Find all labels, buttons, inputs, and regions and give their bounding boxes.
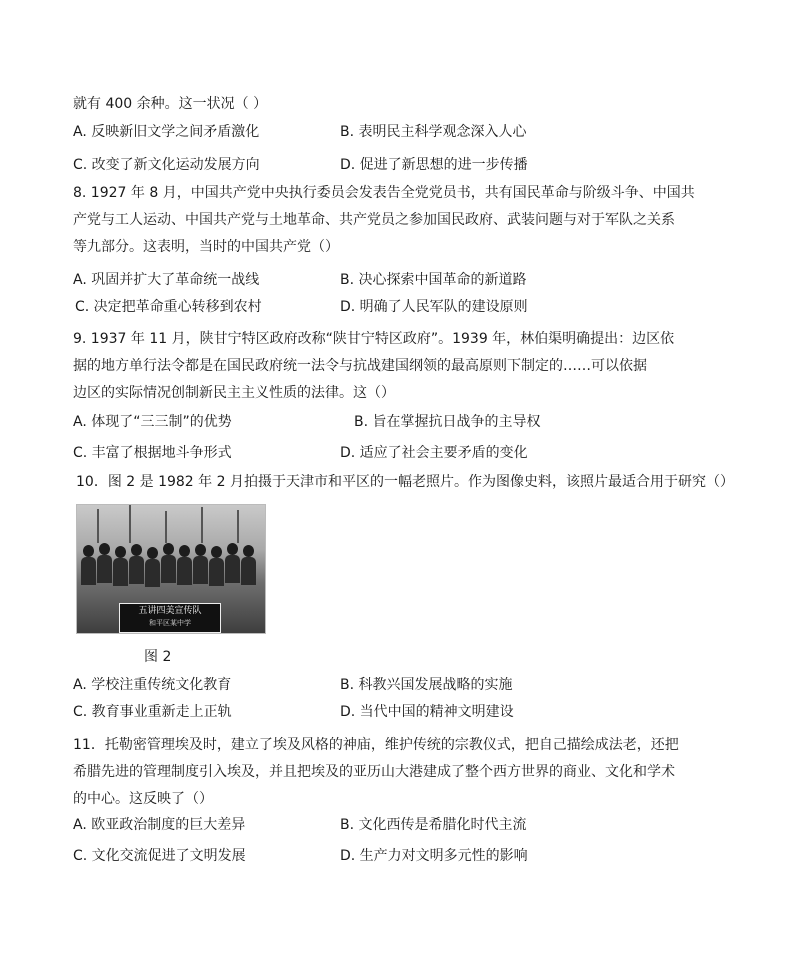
q9-stem-line-3: 边区的实际情况创制新民主主义性质的法律。这（） [73,385,395,401]
q11-option-a[interactable]: A. 欧亚政治制度的巨大差异 [73,817,246,833]
q10-option-a[interactable]: A. 学校注重传统文化教育 [73,677,232,693]
q10-option-b[interactable]: B. 科教兴国发展战略的实施 [340,677,513,693]
figure-2-photo [76,504,266,634]
q9-option-c[interactable]: C. 丰富了根据地斗争形式 [73,445,232,461]
q11-stem-line-3: 的中心。这反映了（） [73,791,213,807]
q11-stem-line-2: 希腊先进的管理制度引入埃及，并且把埃及的亚历山大港建成了整个西方世界的商业、文化和学术 [73,764,675,780]
q8-stem-line-3: 等九部分。这表明，当时的中国共产党（） [73,239,339,255]
q10-option-d[interactable]: D. 当代中国的精神文明建设 [340,704,514,720]
q11-option-b[interactable]: B. 文化西传是希腊化时代主流 [340,817,527,833]
figure-2-caption: 图 2 [144,649,172,665]
q9-stem-line-1: 9. 1937 年 11 月，陕甘宁特区政府改称“陕甘宁特区政府”。1939 年，林伯渠明确提出：边区依 [73,331,675,347]
q7-option-c[interactable]: C. 改变了新文化运动发展方向 [73,157,260,173]
q8-stem-line-1: 8. 1927 年 8 月，中国共产党中央执行委员会发表告全党党员书，共有国民革命与阶级斗争、中国共 [73,185,695,201]
q9-option-b[interactable]: B. 旨在掌握抗日战争的主导权 [354,414,541,430]
q9-option-a[interactable]: A. 体现了“三三制”的优势 [73,414,232,430]
q7-option-d[interactable]: D. 促进了新思想的进一步传播 [340,157,528,173]
photo-banner-subtitle: 和平区某中学 [149,619,191,627]
q8-option-c[interactable]: C. 决定把革命重心转移到农村 [75,299,262,315]
q8-option-d[interactable]: D. 明确了人民军队的建设原则 [340,299,528,315]
q11-option-c[interactable]: C. 文化交流促进了文明发展 [73,848,246,864]
q9-option-d[interactable]: D. 适应了社会主要矛盾的变化 [340,445,528,461]
q7-option-b[interactable]: B. 表明民主科学观念深入人心 [340,124,527,140]
q8-stem-line-2: 产党与工人运动、中国共产党与土地革命、共产党员之参加国民政府、武装问题与对于军队之关系 [73,212,675,228]
q10-option-c[interactable]: C. 教育事业重新走上正轨 [73,704,232,720]
q7-stem-tail: 就有 400 余种。这一状况（ ） [73,96,268,112]
photo-banner [119,603,221,633]
q8-option-a[interactable]: A. 巩固并扩大了革命统一战线 [73,272,260,288]
q7-option-a[interactable]: A. 反映新旧文学之间矛盾激化 [73,124,260,140]
q11-option-d[interactable]: D. 生产力对文明多元性的影响 [340,848,528,864]
q10-stem: 10．图 2 是 1982 年 2 月拍摄于天津市和平区的一幅老照片。作为图像史料，该照片最适合用于研究（） [76,474,734,490]
q9-stem-line-2: 据的地方单行法令都是在国民政府统一法令与抗战建国纲领的最高原则下制定的……可以依据 [73,358,647,374]
photo-flags [77,505,265,545]
photo-crowd [77,543,265,603]
q8-option-b[interactable]: B. 决心探索中国革命的新道路 [340,272,527,288]
q11-stem-line-1: 11．托勒密管理埃及时，建立了埃及风格的神庙，维护传统的宗教仪式，把自己描绘成法老，还把 [73,737,679,753]
photo-banner-title: 五讲四美宣传队 [138,606,202,616]
